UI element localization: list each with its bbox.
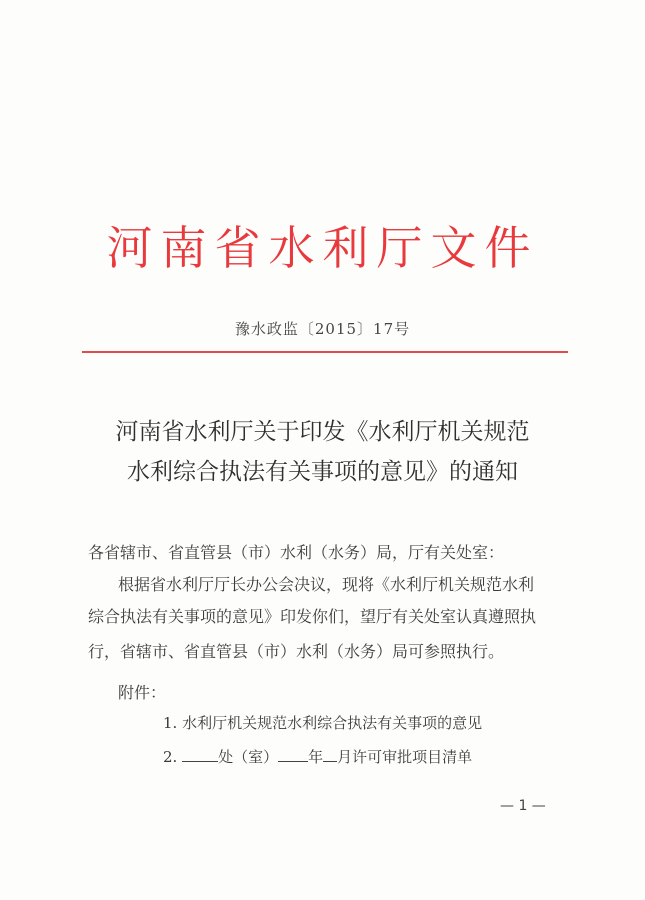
notice-title xyxy=(0,412,645,492)
attachment-item-2-rest: 月许可审批项目清单 xyxy=(337,748,473,766)
attachment-label: 附件： xyxy=(118,683,167,702)
body-paragraph-line-1: 根据省水利厅厅长办公会决议，现将《水利厅机关规范水利 xyxy=(118,575,535,594)
body-paragraph-line-2: 综合执法有关事项的意见》印发你们，望厅有关处室认真遵照执 xyxy=(88,607,537,626)
document-number: 豫水政监〔2015〕17号 xyxy=(234,320,411,338)
attachment-item-2-year: 年 xyxy=(308,748,324,766)
issuer-header-title: 河南省水利厅文件 xyxy=(106,221,539,275)
page-number: — 1 — xyxy=(500,798,546,814)
blank-fill-line xyxy=(182,747,218,762)
blank-fill-line xyxy=(278,747,308,762)
attachment-item-2-office: 处（室） xyxy=(218,748,279,766)
notice-title-line-1: 河南省水利厅关于印发《水利厅机关规范 xyxy=(115,419,530,445)
notice-title-line-2: 水利综合执法有关事项的意见》的通知 xyxy=(127,459,518,485)
body-paragraph-line-3: 行，省辖市、省直管县（市）水利（水务）局可参照执行。 xyxy=(88,642,505,661)
red-divider-line xyxy=(82,351,568,353)
blank-fill-line xyxy=(323,747,337,762)
attachment-item-2-number: 2. xyxy=(163,748,178,766)
attachment-item-2 xyxy=(163,746,633,767)
attachment-item-1: 1. 水利厅机关规范水利综合执法有关事项的意见 xyxy=(163,714,483,732)
recipient-line: 各省辖市、省直管县（市）水利（水务）局，厅有关处室： xyxy=(88,543,505,562)
